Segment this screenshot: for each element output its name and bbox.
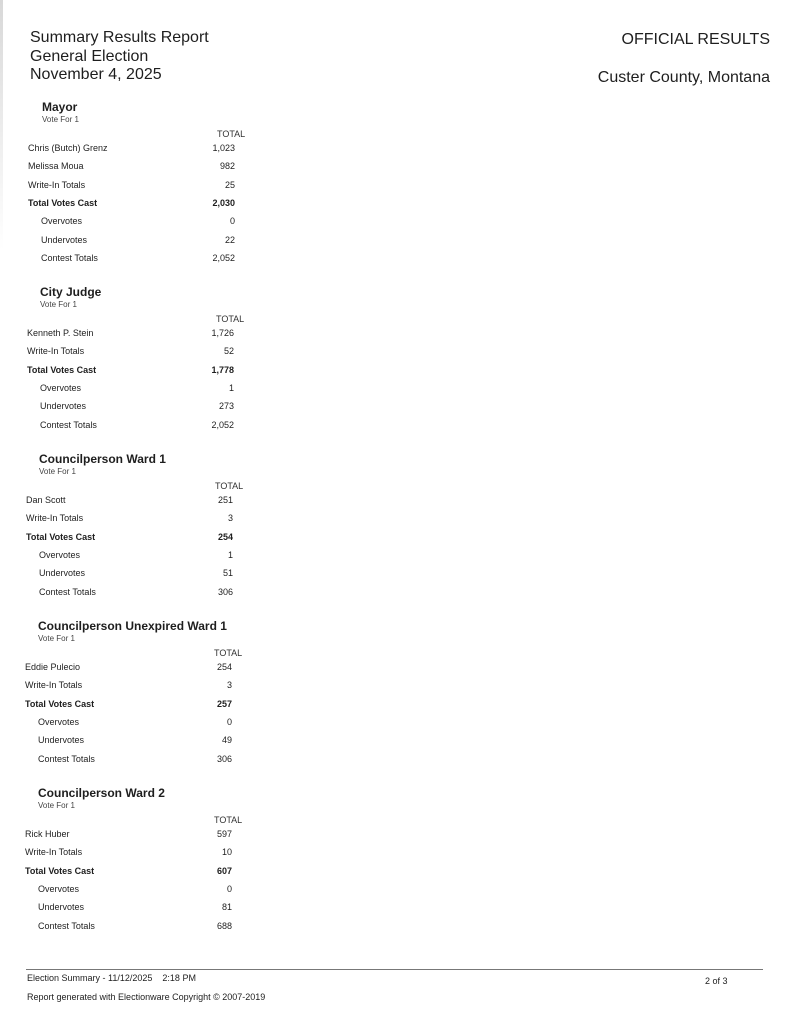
contest-title: City Judge — [40, 285, 102, 299]
footer-copyright: Report generated with Electionware Copyright © 2007-2019 — [27, 992, 266, 1002]
result-row — [28, 253, 288, 267]
official-results-label: OFFICIAL RESULTS — [621, 31, 770, 48]
vote-total: 1 — [227, 549, 233, 560]
vote-total: 2,052 — [211, 419, 234, 430]
vote-total: 22 — [224, 234, 235, 245]
choice-label: Kenneth P. Stein — [27, 328, 94, 338]
result-row — [25, 829, 285, 843]
contest-title: Councilperson Ward 1 — [39, 452, 166, 466]
choice-label: Rick Huber — [25, 829, 70, 839]
result-row — [25, 866, 285, 880]
choice-label: Dan Scott — [26, 495, 66, 505]
vote-for-label: Vote For 1 — [38, 801, 75, 810]
result-row — [25, 699, 285, 713]
contest-block — [25, 619, 285, 789]
result-row — [26, 532, 286, 546]
total-column-header: TOTAL — [217, 129, 246, 139]
result-row — [26, 495, 286, 509]
result-row — [28, 235, 288, 249]
choice-label: Overvotes — [39, 549, 81, 560]
report-title: Summary Results Report — [30, 29, 209, 46]
vote-total: 1,778 — [211, 364, 234, 375]
vote-total: 982 — [219, 161, 235, 172]
choice-label: Undervotes — [39, 568, 86, 579]
choice-label: Total Votes Cast — [25, 698, 95, 709]
vote-total: 2,030 — [212, 197, 235, 208]
result-row — [25, 902, 285, 916]
choice-label: Undervotes — [38, 902, 85, 913]
result-row — [28, 161, 288, 175]
total-column-header: TOTAL — [214, 815, 243, 825]
vote-total: 251 — [217, 495, 233, 505]
choice-label: Eddie Pulecio — [25, 662, 81, 672]
choice-label: Contest Totals — [38, 920, 95, 931]
choice-label: Contest Totals — [40, 419, 97, 430]
footer-divider — [26, 969, 763, 970]
contest-block — [26, 452, 286, 622]
choice-label: Total Votes Cast — [25, 865, 95, 876]
result-row — [28, 180, 288, 194]
vote-total: 257 — [216, 698, 232, 709]
result-row — [25, 884, 285, 898]
election-name: General Election — [30, 47, 149, 65]
choice-label: Undervotes — [38, 735, 85, 746]
choice-label: Overvotes — [38, 883, 80, 894]
choice-label: Melissa Moua — [28, 161, 84, 172]
choice-label: Write-In Totals — [26, 513, 84, 524]
vote-total: 52 — [223, 346, 234, 357]
vote-total: 10 — [221, 847, 232, 858]
result-row — [25, 735, 285, 749]
vote-for-label: Vote For 1 — [38, 634, 75, 643]
choice-label: Contest Totals — [41, 252, 98, 263]
vote-total: 306 — [216, 753, 232, 764]
result-row — [26, 513, 286, 527]
result-row — [25, 754, 285, 768]
result-row — [27, 401, 287, 415]
choice-label: Contest Totals — [38, 753, 95, 764]
contest-block — [28, 100, 288, 270]
total-column-header: TOTAL — [215, 481, 244, 491]
choice-label: Total Votes Cast — [27, 364, 97, 375]
vote-for-label: Vote For 1 — [42, 115, 79, 124]
vote-total: 607 — [216, 865, 232, 876]
choice-label: Chris (Butch) Grenz — [28, 143, 108, 153]
vote-total: 3 — [226, 680, 232, 691]
choice-label: Write-In Totals — [25, 680, 83, 691]
result-row — [28, 198, 288, 212]
vote-total: 25 — [224, 179, 235, 190]
contest-title: Mayor — [42, 100, 78, 114]
vote-for-label: Vote For 1 — [40, 300, 77, 309]
choice-label: Write-In Totals — [28, 179, 86, 190]
contest-title: Councilperson Unexpired Ward 1 — [38, 619, 227, 633]
vote-total: 597 — [216, 829, 232, 839]
vote-total: 1 — [228, 382, 234, 393]
vote-for-label: Vote For 1 — [39, 467, 76, 476]
vote-total: 1,726 — [211, 328, 234, 338]
choice-label: Write-In Totals — [25, 847, 83, 858]
vote-total: 0 — [226, 716, 232, 727]
choice-label: Overvotes — [41, 216, 83, 227]
vote-total: 51 — [222, 568, 233, 579]
result-row — [28, 143, 288, 157]
page-number: 2 of 3 — [705, 976, 728, 986]
result-row — [27, 365, 287, 379]
result-row — [27, 346, 287, 360]
total-column-header: TOTAL — [214, 648, 243, 658]
vote-total: 0 — [226, 883, 232, 894]
choice-label: Total Votes Cast — [26, 531, 96, 542]
choice-label: Write-In Totals — [27, 346, 85, 357]
choice-label: Contest Totals — [39, 586, 96, 597]
county-name: Custer County, Montana — [597, 69, 770, 86]
result-row — [26, 587, 286, 601]
result-row — [27, 383, 287, 397]
result-row — [25, 717, 285, 731]
vote-total: 254 — [216, 662, 232, 672]
result-row — [27, 420, 287, 434]
choice-label: Overvotes — [40, 382, 82, 393]
vote-total: 81 — [221, 902, 232, 913]
result-row — [25, 680, 285, 694]
choice-label: Overvotes — [38, 716, 80, 727]
footer-summary — [27, 973, 196, 983]
result-row — [27, 328, 287, 342]
vote-total: 688 — [216, 920, 232, 931]
result-row — [28, 216, 288, 230]
contest-block — [25, 786, 285, 956]
choice-label: Total Votes Cast — [28, 197, 98, 208]
result-row — [25, 921, 285, 935]
result-row — [25, 847, 285, 861]
vote-total: 306 — [217, 586, 233, 597]
choice-label: Undervotes — [41, 234, 88, 245]
footer-summary-date: Election Summary - 11/12/2025 — [27, 973, 153, 983]
vote-total: 3 — [227, 513, 233, 524]
vote-total: 1,023 — [212, 143, 235, 153]
result-row — [26, 568, 286, 582]
result-row — [25, 662, 285, 676]
contest-block — [27, 285, 287, 455]
total-column-header: TOTAL — [216, 314, 245, 324]
footer-time: 2:18 PM — [162, 973, 196, 983]
vote-total: 273 — [218, 401, 234, 412]
choice-label: Undervotes — [40, 401, 87, 412]
vote-total: 254 — [217, 531, 233, 542]
vote-total: 0 — [229, 216, 235, 227]
vote-total: 49 — [221, 735, 232, 746]
election-date: November 4, 2025 — [30, 66, 162, 83]
vote-total: 2,052 — [212, 252, 235, 263]
contest-title: Councilperson Ward 2 — [38, 786, 165, 800]
result-row — [26, 550, 286, 564]
